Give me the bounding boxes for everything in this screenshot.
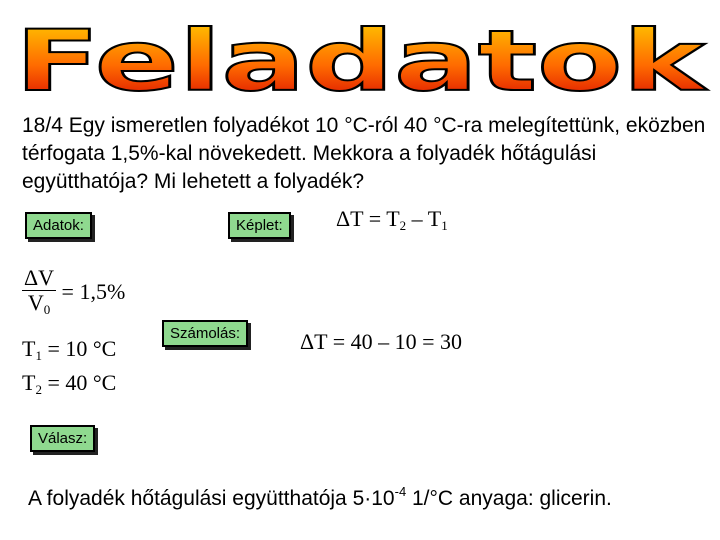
answer-exponent: -4 bbox=[394, 484, 407, 499]
problem-text: 18/4 Egy ismeretlen folyadékot 10 °C-ról 40 °C-ra melegítettünk, eközben térfogata 1,5%-kal növekedett. Mekkora a folyadék hőtágulási együtthatója? Mi lehetett a folyadék? bbox=[22, 114, 706, 193]
ratio-denominator bbox=[22, 291, 56, 322]
szamolas-label: Számolás: bbox=[162, 320, 248, 347]
ratio-den-base: V bbox=[27, 290, 44, 315]
ratio-den-sub: 0 bbox=[43, 302, 51, 317]
t1-expression bbox=[22, 336, 116, 364]
page-title: Feladatok bbox=[15, 12, 709, 105]
ratio-value: = 1,5% bbox=[61, 279, 126, 305]
formula-sub-1: 1 bbox=[441, 218, 448, 233]
answer-text bbox=[28, 484, 612, 511]
answer-suffix: 1/°C anyaga: glicerin. bbox=[406, 487, 612, 510]
valasz-label: Válasz: bbox=[30, 425, 95, 452]
adatok-label: Adatok: bbox=[25, 212, 92, 239]
t1-sub: 1 bbox=[35, 348, 42, 363]
ratio-expression bbox=[22, 266, 125, 322]
t2-sub: 2 bbox=[35, 382, 42, 397]
title-banner bbox=[0, 0, 720, 105]
t2-value: = 40 °C bbox=[41, 370, 117, 395]
t2-expression bbox=[22, 370, 116, 398]
formula-lhs: ΔT = T bbox=[336, 206, 400, 231]
calculation: ΔT = 40 – 10 = 30 bbox=[300, 329, 463, 354]
formula-sub-2: 2 bbox=[399, 218, 407, 233]
t2-base: T bbox=[22, 370, 36, 395]
ratio-fraction bbox=[22, 266, 56, 322]
ratio-numerator: ΔV bbox=[24, 265, 55, 290]
answer-prefix: A folyadék hőtágulási együtthatója 5·10 bbox=[28, 487, 395, 510]
t1-value: = 10 °C bbox=[41, 336, 117, 361]
formula bbox=[336, 206, 448, 234]
keplet-label: Képlet: bbox=[228, 212, 291, 239]
t1-base: T bbox=[22, 336, 36, 361]
formula-minus: – T bbox=[406, 206, 442, 231]
